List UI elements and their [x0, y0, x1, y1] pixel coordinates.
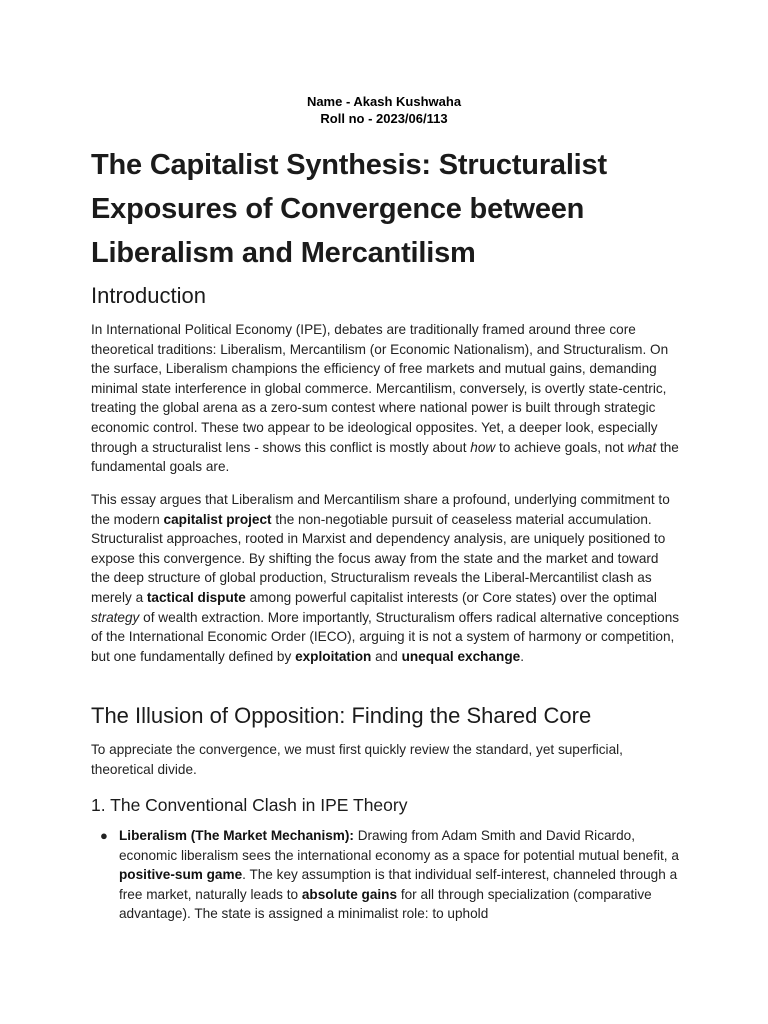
- bold-term: positive-sum game: [119, 867, 243, 883]
- document-title: The Capitalist Synthesis: Structuralist Exposures of Convergence between Liberalism and Mercantilism: [91, 149, 607, 269]
- intro-paragraph-1: [91, 320, 681, 477]
- text-run: the non-negotiable pursuit of ceaseless material accumulation. Structuralist approaches, rooted in Marxist and dependency analysis, are uniquely positioned to expose this convergence. By shifting the focus away from the state and the market and toward the deep structure of global production, Structuralism reveals the Liberal-Mercantilist clash as merely a: [91, 511, 666, 605]
- emphasis: strategy: [91, 609, 140, 625]
- text-run: Drawing from Adam Smith and David Ricardo, economic liberalism sees the international economy as a space for potential mutual benefit, a: [119, 828, 679, 863]
- text-run: This essay argues that Liberalism and Mercantilism share a profound, underlying commitment to the modern: [91, 492, 670, 527]
- text-run: for all through specialization (comparative advantage). The state is assigned a minimalist role: to uphold: [119, 886, 652, 922]
- emphasis: how: [470, 439, 496, 455]
- bold-term: unequal exchange: [401, 648, 521, 664]
- list-item-text: [119, 826, 684, 924]
- roll-number: Roll no - 2023/06/113: [320, 111, 448, 126]
- bold-term: absolute gains: [301, 886, 398, 902]
- intro-paragraph-2: [91, 490, 681, 666]
- text-run: among powerful capitalist interests (or Core states) over the optimal: [245, 589, 657, 605]
- text-run: .: [520, 648, 524, 664]
- text-run: In International Political Economy (IPE), debates are traditionally framed around three core theoretical traditions: Liberalism, Mercantilism (or Economic Nationalism), and Structuralism. On the surface, Liberalism champions the efficiency of free markets and mutual gains, demanding minimal state interference in global commerce. Mercantilism, conversely, is overtly state-centric, treating the global arena as a zero-sum contest where national power is built through strategic economic control. These two appear to be ideological opposites. Yet, a deeper look, especially through a structuralist lens - shows this conflict is mostly about: [91, 322, 669, 455]
- bold-term: capitalist project: [163, 511, 272, 527]
- bold-term: exploitation: [295, 648, 372, 664]
- emphasis: what: [627, 439, 657, 455]
- text-run: of wealth extraction. More importantly, Structuralism offers radical alternative conceptions of the International Economic Order (IECO), arguing it is not a system of harmony or competition, but one fundamentally defined by: [91, 609, 680, 664]
- bold-term: Liberalism (The Market Mechanism):: [119, 828, 354, 843]
- author-name: Name - Akash Kushwaha: [306, 94, 462, 109]
- text-run: . The key assumption is that individual self-interest, channeled through a free market, naturally leads to: [119, 867, 678, 902]
- section-heading-illusion: The Illusion of Opposition: Finding the Shared Core: [91, 703, 592, 728]
- text-run: to achieve goals, not: [495, 439, 628, 455]
- subsection-heading: 1. The Conventional Clash in IPE Theory: [91, 795, 408, 815]
- author-header: [0, 93, 768, 127]
- section-paragraph: To appreciate the convergence, we must first quickly review the standard, yet superficial, theoretical divide.: [91, 742, 623, 777]
- introduction-heading: Introduction: [91, 283, 206, 308]
- bullet-marker: ●: [100, 828, 108, 843]
- text-run: the fundamental goals are.: [91, 439, 679, 475]
- bold-term: tactical dispute: [146, 589, 246, 605]
- text-run: and: [371, 648, 402, 664]
